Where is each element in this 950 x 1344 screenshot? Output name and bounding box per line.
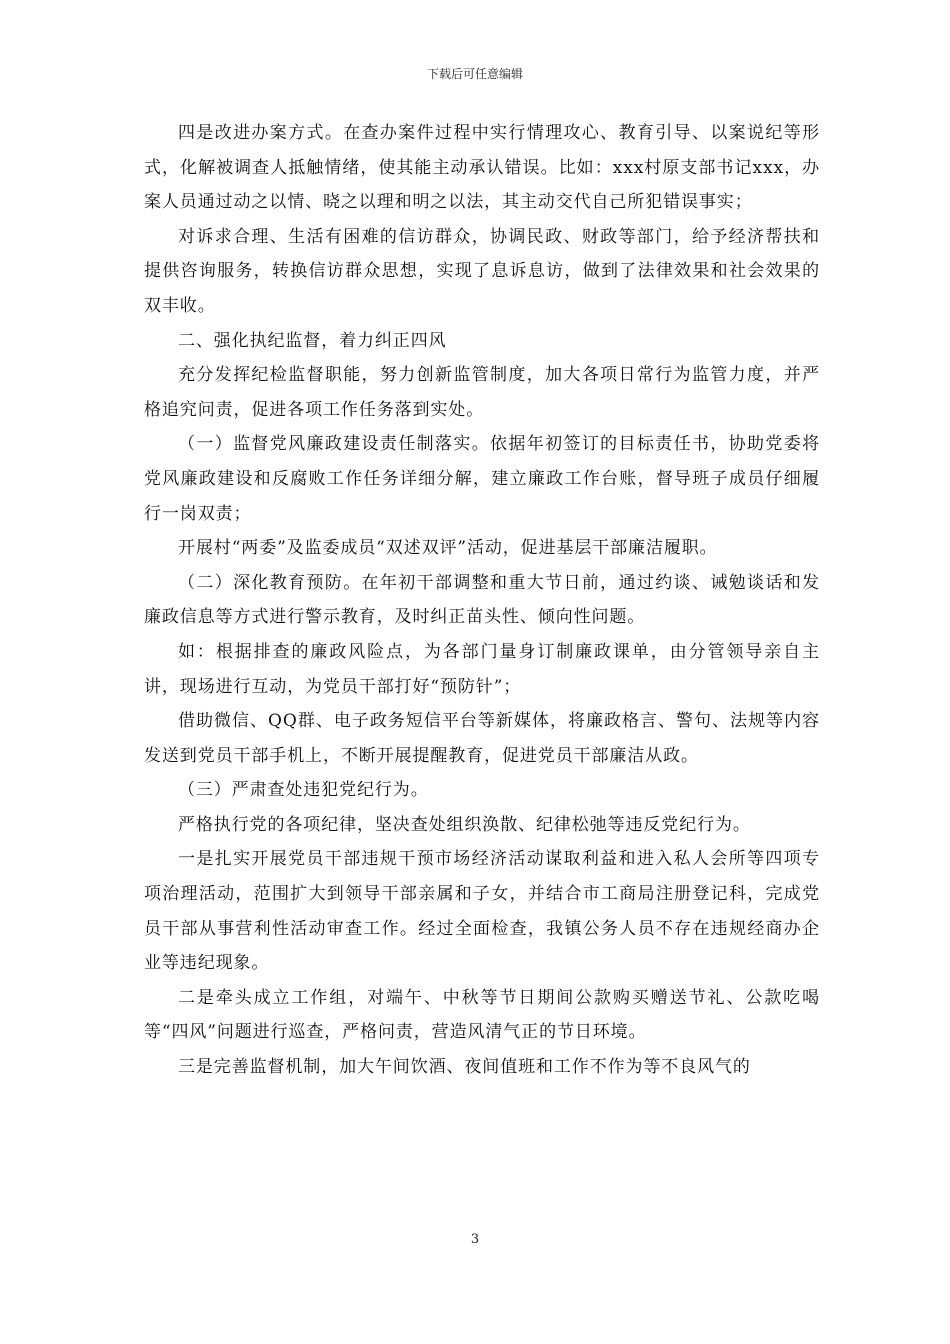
- paragraph: 四是改进办案方式。在查办案件过程中实行情理攻心、教育引导、以案说纪等形式，化解被调查人抵触情绪，使其能主动承认错误。比如：xxx村原支部书记xxx，办案人员通过动之以情、晓之以理和明之以法，其主动交代自己所犯错误事实；: [144, 123, 820, 213]
- paragraph: 充分发挥纪检监督职能，努力创新监管制度，加大各项日常行为监管力度，并严格追究问责，促进各项工作任务落到实处。: [144, 365, 820, 420]
- subsection-heading: （三）严肃查处违犯党纪行为。: [178, 780, 429, 801]
- section-heading: 二、强化执纪监督，着力纠正四风: [178, 330, 447, 351]
- paragraph: 开展村“两委”及监委成员“双述双评”活动，促进基层干部廉洁履职。: [178, 538, 718, 559]
- page-number: 3: [470, 1232, 480, 1247]
- paragraph: 如：根据排查的廉政风险点，为各部门量身订制廉政课单，由分管领导亲自主讲，现场进行互动，为党员干部打好“预防针”；: [144, 641, 820, 697]
- paragraph: （二）深化教育预防。在年初干部调整和重大节日前，通过约谈、诫勉谈话和发廉政信息等方式进行警示教育，及时纠正苗头性、倾向性问题。: [144, 572, 820, 628]
- paragraph: 借助微信、QQ群、电子政务短信平台等新媒体，将廉政格言、警句、法规等内容发送到党员干部手机上，不断开展提醒教育，促进党员干部廉洁从政。: [144, 711, 820, 766]
- paragraph: 三是完善监督机制，加大午间饮酒、夜间值班和工作不作为等不良风气的: [178, 1057, 751, 1078]
- paragraph: 二是牵头成立工作组，对端午、中秋等节日期间公款购买赠送节礼、公款吃喝等“四风”问题进行巡查，严格问责，营造风清气正的节日环境。: [144, 987, 820, 1043]
- paragraph: 严格执行党的各项纪律，坚决查处组织涣散、纪律松弛等违反党纪行为。: [178, 814, 751, 835]
- paragraph: 对诉求合理、生活有困难的信访群众，协调民政、财政等部门，给予经济帮扶和提供咨询服务，转换信访群众思想，实现了息诉息访，做到了法律效果和社会效果的双丰收。: [144, 226, 820, 316]
- page-header: 下载后可任意编辑: [426, 67, 523, 81]
- paragraph: 一是扎实开展党员干部违规干预市场经济活动谋取利益和进入私人会所等四项专项治理活动，范围扩大到领导干部亲属和子女，并结合市工商局注册登记科，完成党员干部从事营利性活动审查工作。经过全面检查，我镇公务人员不存在违规经商办企业等违纪现象。: [144, 849, 820, 974]
- paragraph: （一）监督党风廉政建设责任制落实。依据年初签订的目标责任书，协助党委将党风廉政建设和反腐败工作任务详细分解，建立廉政工作台账，督导班子成员仔细履行一岗双责；: [144, 434, 820, 524]
- document-body: [144, 116, 820, 1085]
